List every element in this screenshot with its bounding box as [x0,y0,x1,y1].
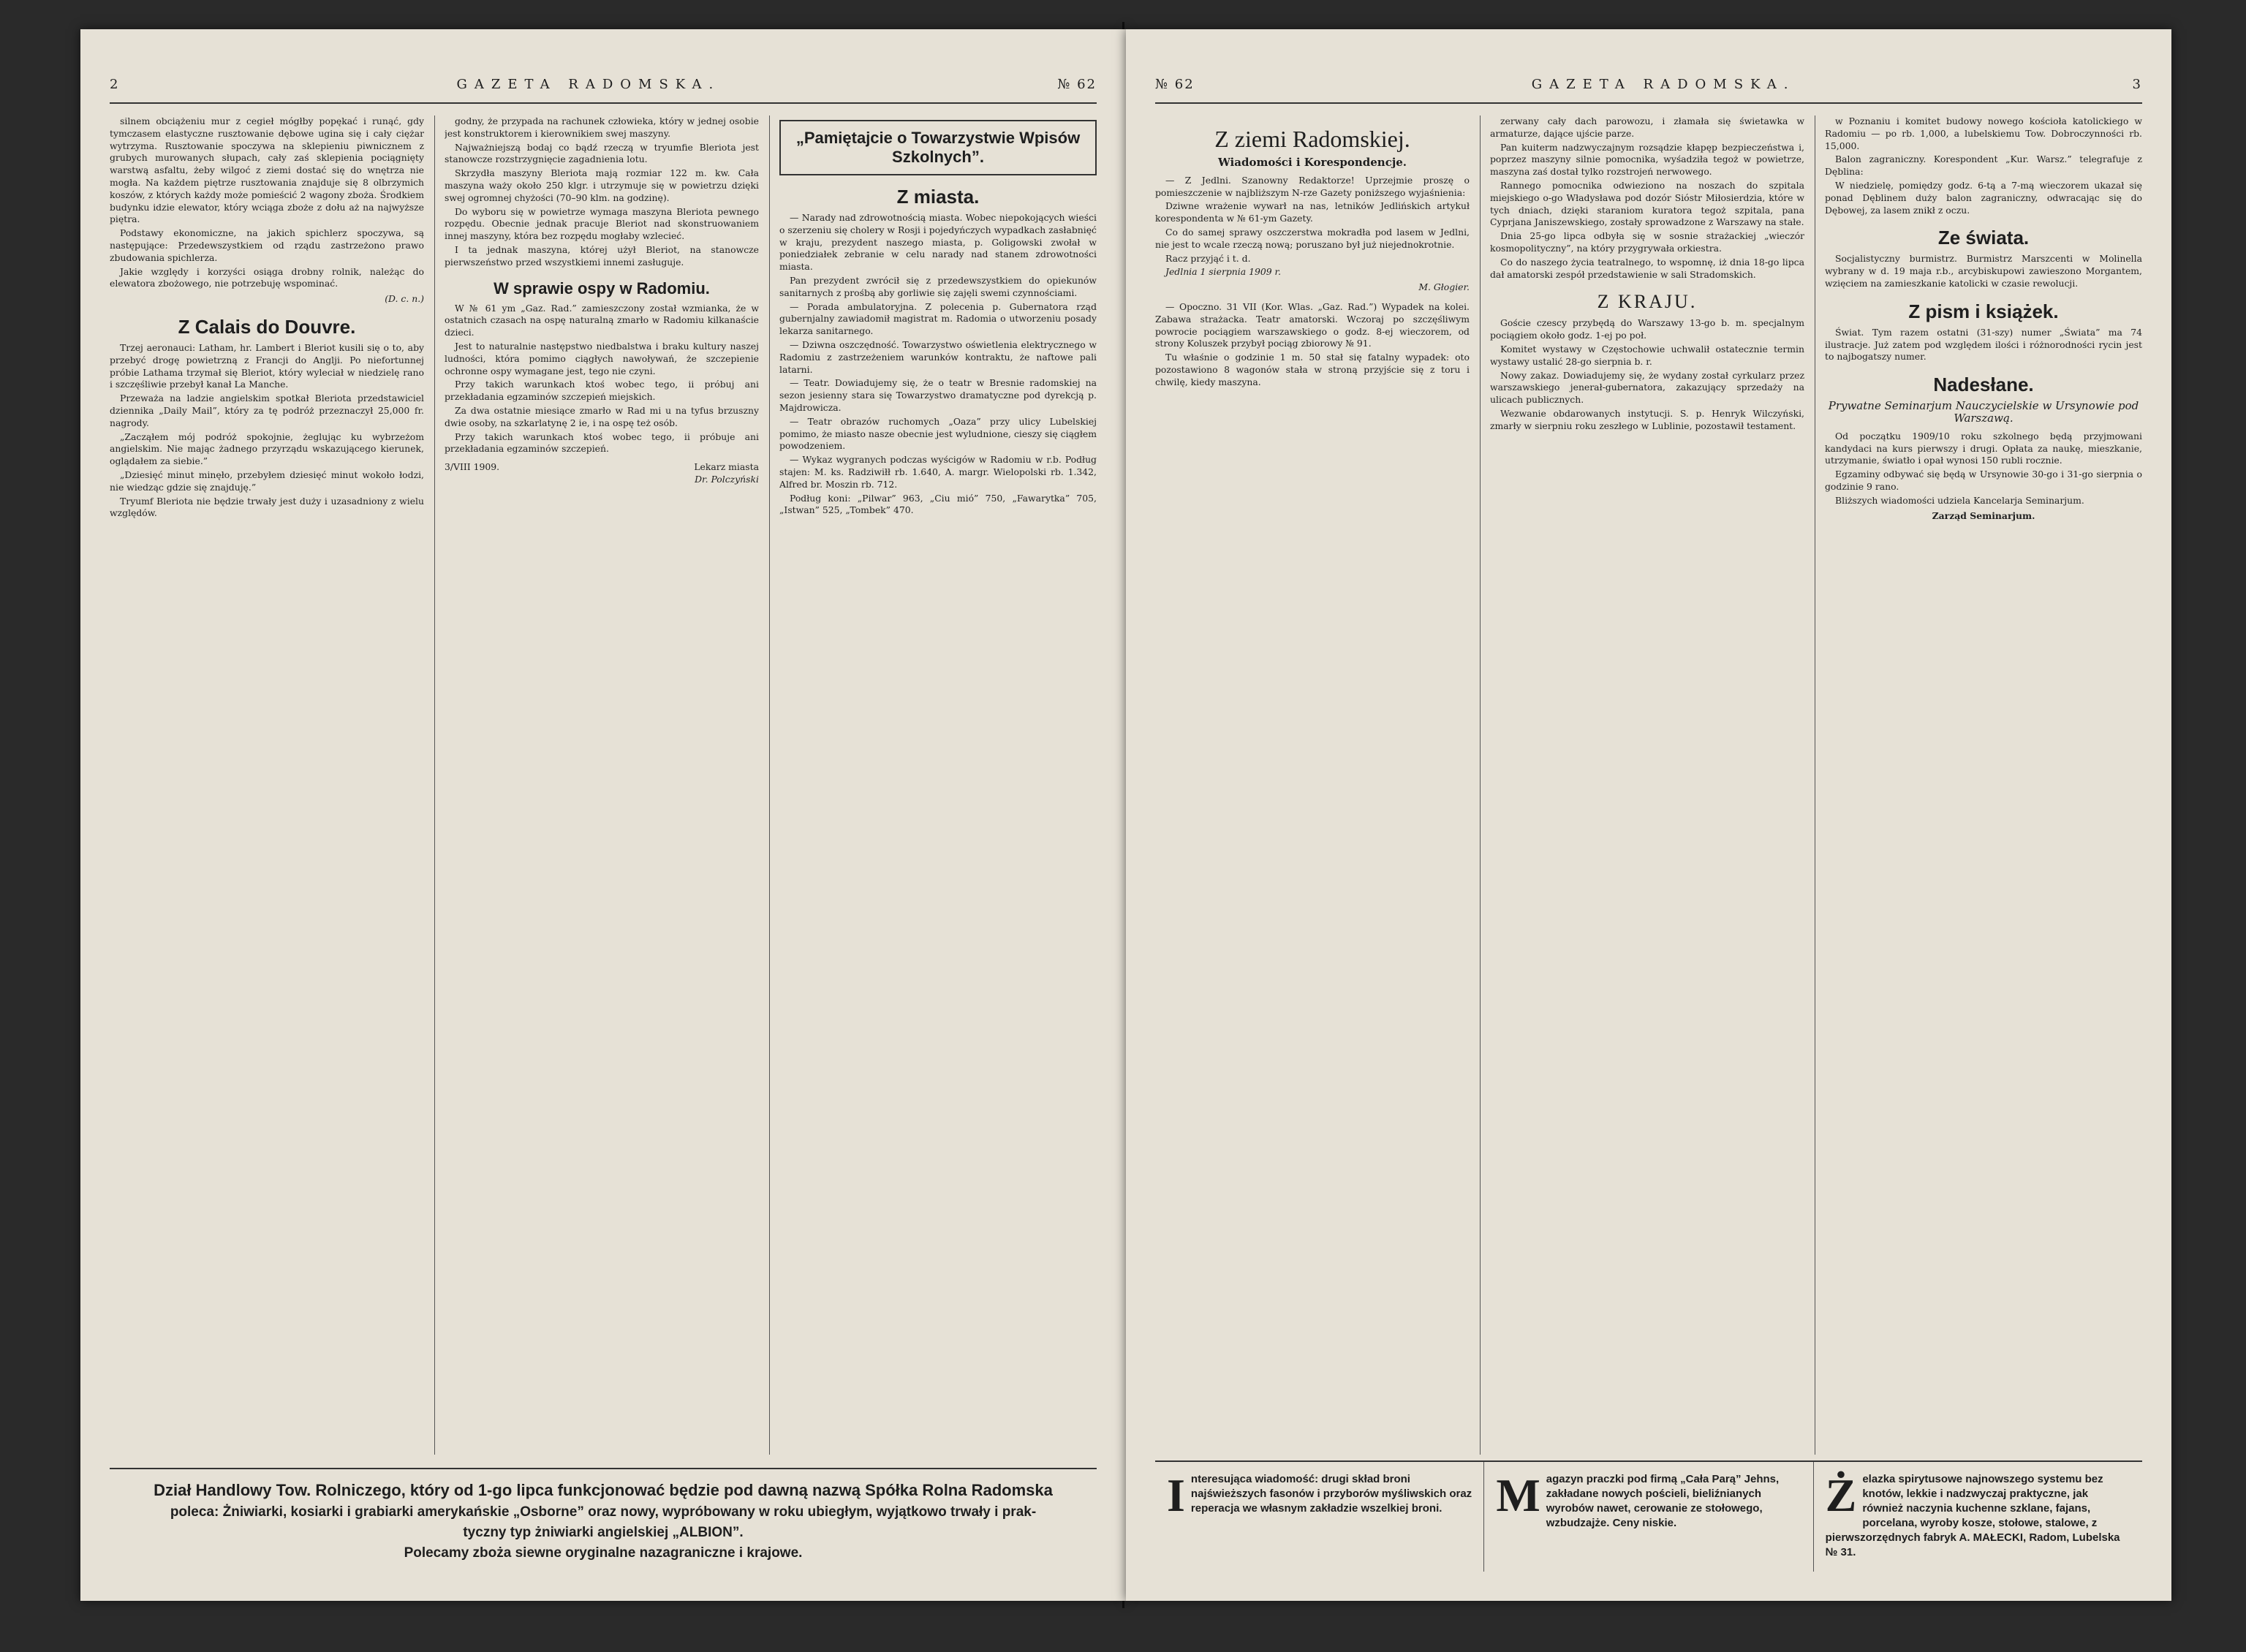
paragraph: Bliższych wiadomości udziela Kancelarja Seminarjum. [1835,494,2084,506]
ad-text: agazyn praczki pod firmą „Cała Parą” Jehns, zakładane nowych pościeli, bieliźnianych wyrobów nawet, cerowanie ze stołowego, wzbudzajże. Ceny niskie. [1546,1473,1780,1529]
ospa-footer [445,461,759,486]
left-masthead: GAZETA RADOMSKA. [456,76,721,92]
signature: M. Głogier. [1418,281,1470,293]
column-rule [769,115,770,1455]
ad-line: Dział Handlowy Tow. Rolniczego, który od 1-go lipca funkcjonować będzie pod dawną nazwą Spółka Rolna Radomska [154,1481,1053,1499]
right-issue-number: № 62 [1155,76,1195,92]
paragraph: Rannego pomocnika odwieziono na noszach do szpitala miejskiego o-go Władysława pod dozór Sióstr Miłosierdzia, które w tych dniach, dzięki staraniom kuratora tegoż szpitala, pana Cyprjana Janiszewskiego, zostały sprowadzone z Warszawy na stałe. [1490,179,1804,228]
left-page-number: 2 [110,76,120,92]
paragraph: Podług koni: „Pilwar” 963, „Ciu mió” 750, „Fawarytka” 705, „Istwan” 525, „Tombek” 470. [779,492,1097,516]
ad-line: tyczny typ żniwiarki angielskiej „ALBION”. [463,1525,744,1540]
paragraph: Do wyboru się w powietrze wymaga maszyna Bleriota pewnego rozpędu. Obecnie jednak pracuje Bleriot nad skonstruowaniem innej maszyny, która bez rozpędu mogłaby wzlecieć. [445,205,759,242]
nadeslane-title: Nadesłane. [1933,374,2034,396]
paragraph: Jest to naturalnie następstwo niedbalstwa i braku kultury naszej ludności, która pomimo ciągłych nawoływań, że szczepienie ochronne ospy wymagane jest, tego nie czyni. [445,340,759,376]
paragraph: Dnia 25-go lipca odbyła się w sosnie strażackiej „wieczór kosmopolityczny”, na który przygrywała orkiestra. [1490,230,1804,254]
paragraph: Tryumf Bleriota nie będzie trwały jest duży i uzasadniony z wielu względów. [110,495,424,519]
paragraph: w Poznaniu i komitet budowy nowego kościoła katolickiego w Radomiu — po rb. 1,000, a lubelskiemu Tow. Dobroczynności rb. 15,000. [1825,115,2142,151]
ad-text: nteresująca wiadomość: drugi skład broni najświeższych fasonów i przyborów myśliwskich oraz reperacja we własnym zakładzie wszelkiej broni. [1190,1473,1472,1515]
paragraph: Za dwa ostatnie miesiące zmarło w Rad mi u na tyfus brzuszny dwie osoby, na szkarlatynę 2 ie, i na ospę też osób. [445,404,759,428]
miasta-title: Z miasta. [896,186,980,208]
z-kraju-title: Z KRAJU. [1597,291,1698,313]
paragraph: — Teatr obrazów ruchomych „Oaza” przy ulicy Lubelskiej pomimo, że miasto nasze obecnie jest wyludnione, cieszy się ciągłem powodzeniem. [779,415,1097,452]
ospa-sig-name: Dr. Polczyński [695,473,759,485]
paragraph: Komitet wystawy w Częstochowie uchwalił ostatecznie termin wystawy ustalić 28-go sierpnia b. r. [1490,343,1804,367]
right-advertisements [1155,1460,2142,1572]
calais-title: Z Calais do Douvre. [178,315,356,338]
tws-box-title: „Pamiętajcie o Towarzystwie Wpisów Szkolnych”. [795,129,1081,166]
paragraph: Podstawy ekonomiczne, na jakich spichlerz spoczywa, są następujące: Przedewszystkiem od rządu zastrzeżono prawo zbudowania spichlerza. [110,227,424,263]
paragraph: Egzaminy odbywać się będą w Ursynowie 30-go i 31-go sierpnia o godzinie 9 rano. [1825,469,2142,492]
nadeslane-signature: Zarząd Seminarjum. [1932,509,2035,521]
tws-box [779,120,1097,175]
left-column-1 [110,115,424,1455]
paragraph: zerwany cały dach parowozu, i złamała się świetawka w armaturze, dające ujście parze. [1490,115,1804,139]
paragraph: W niedzielę, pomiędzy godz. 6-tą a 7-mą wieczorem ukazał się ponad Dęblinem duży balon zagraniczny, odwracając się do Dębowej, za lasem znikł z oczu. [1825,179,2142,216]
z-pism-title: Z pism i książek. [1908,300,2059,322]
right-column-3 [1825,115,2142,1455]
paragraph: Trzej aeronauci: Latham, hr. Lambert i Bleriot kusili się o to, aby przebyć drogę powietrzną z Francji do Anglji. Po niefortunnej próbie Lathama trzymał się Bleriot, który wyleciał w niedzielę rano i szczęśliwie przebył kanał La Manche. [110,341,424,390]
paragraph: Racz przyjąć i t. d. [1165,252,1251,264]
ad-zelazka [1814,1462,2142,1572]
paragraph: — Porada ambulatoryjna. Z polecenia p. Gubernatora rząd gubernjalny zawiadomił magistrat m. Radomia o utworzeniu posady lekarza sanitarnego. [779,300,1097,337]
ad-line: poleca: Żniwiarki, kosiarki i grabiarki amerykańskie „Osborne” oraz nowy, wypróbowany w roku ubiegłym, wyjątkowo trwały i prak- [170,1504,1037,1520]
paragraph: — Opoczno. 31 VII (Kor. Wlas. „Gaz. Rad.”) Wypadek na kolei. Zabawa strażacka. Teatr amatorski. Wczoraj po szczęśliwym powrocie pociągiem warszawskiego o godz. 8-ej wieczorem, od strony Koluszek przybył pociąg zbiorowy № 91. [1155,300,1470,349]
paragraph: Nowy zakaz. Dowiadujemy się, że wydany został cyrkularz przez warszawskiego jenerał-gubernatora, zakazujący sprzedaży na ulicach publicznych. [1490,369,1804,406]
ad-line: Polecamy zboża siewne oryginalne nazagraniczne i krajowe. [404,1545,803,1561]
ospa-title: W sprawie ospy w Radomiu. [494,279,710,298]
right-running-header [1155,73,2142,95]
paragraph: Balon zagraniczny. Korespondent „Kur. Warsz.” telegrafuje z Dęblina: [1825,154,2142,178]
paragraph: Socjalistyczny burmistrz. Burmistrz Marszcenti w Molinella wybrany w d. 19 maja r.b., arcybiskupowi zawieszono Morgantem, wzięciem na zamieszkanie katolicki w czasie rewolucji. [1825,253,2142,289]
paragraph: silnem obciążeniu mur z cegieł mógłby popękać i runąć, gdy tymczasem elastyczne rusztowanie dębowe ugina się i cały ciężar wytrzyma. Rusztowanie spoczywa na sklepieniu piwnicznem z grubych murowanych słupach, cały zaś sklepienia pociągnięty warstwą asfaltu, żeby wilgoć z ziemi dostać się do wnętrza nie mogła. Na każdem piętrze rusztowania znajduje się 8 olbrzymich koszów, z których każdy może pomieścić 2 wagony zboża. Środkiem budynku idzie elewator, który wciąga zboże z dołu aż na najwyższe piętra. [110,115,424,225]
paragraph: Świat. Tym razem ostatni (31-szy) numer „Świata” ma 74 ilustracje. Już zatem pod względem ilości i różnorodności rycin jest to najbogatszy numer. [1825,326,2142,363]
paragraph: Od początku 1909/10 roku szkolnego będą przyjmowani kandydaci na kurs pierwszy i drugi. Opłata za naukę, mieszkanie, utrzymanie, światło i opał wynosi 150 rubli rocznie. [1825,430,2142,466]
paragraph: Co do naszego życia teatralnego, to wspomnę, iż dnia 18-go lipca dał amatorski zespół przedstawienie w sali Stradomskich. [1490,256,1804,280]
right-masthead: GAZETA RADOMSKA. [1531,76,1796,92]
paragraph: Goście czescy przybędą do Warszawy 13-go b. m. specjalnym pociągiem około godz. 1-ej po poł. [1490,317,1804,341]
paragraph: Przy takich warunkach ktoś wobec tego, ii próbuj ani przekładania egzaminów szczepień miejskich. [445,379,759,403]
ad-initial: M [1496,1469,1540,1521]
ad-initial: Ż [1825,1469,1857,1521]
paragraph: Przy takich warunkach ktoś wobec tego, ii próbuje ani przekładania egzaminów szczepień. [445,431,759,455]
right-page [1126,29,2171,1601]
ad-text: elazka spirytusowe najnowszego systemu bez knotów, lekkie i nadzwyczaj praktyczne, jak również naczynia kuchenne szklane, fajans, porcelana, wyroby kosze, stołowe, stalowe, z pierwszorzędnych fabryk A. MAŁECKI, Radom, Lubelska № 31. [1825,1473,2120,1558]
left-column-3 [779,115,1097,1455]
paragraph: Pan prezydent zwrócił się z przedewszystkiem do opiekunów sanitarnych z prośbą aby gorliwie się zajęli swemi czynnościami. [779,274,1097,298]
paragraph: Skrzydła maszyny Bleriota mają rozmiar 122 m. kw. Cała maszyna waży około 250 klgr. i utrzymuje się w powietrzu dzięki swej ogromnej chyżości (70–90 klm. na godzinę). [445,167,759,203]
nadeslane-subtitle: Prywatne Seminarjum Nauczycielskie w Ursynowie pod Warszawą. [1828,399,2139,425]
paragraph: Wezwanie obdarowanych instytucji. S. p. Henryk Wilczyński, zmarły w sierpniu roku zeszłego w Lublinie, pozostawił testament. [1490,407,1804,431]
paragraph: Tu właśnie o godzinie 1 m. 50 stał się fatalny wypadek: oto pozostawiono 8 wagonów stała w stroną przyjście się z toru i chwilę, kiedy maszyna. [1155,352,1470,387]
left-header-rule [110,102,1097,104]
ad-bron [1155,1462,1484,1572]
paragraph: — Z Jedlni. Szanowny Redaktorze! Uprzejmie proszę o pomieszczenie w najbliższym N-rze Gazety poniższego wyjaśnienia: [1155,174,1470,198]
ospa-signature [694,461,759,486]
column-rule [434,115,435,1455]
paragraph: Co do samej sprawy oszczerstwa mokradła pod lasem w Jedlni, nie jest to wcale rzeczą nową; poruszano był już niejednokrotnie. [1155,226,1470,250]
advertisement-spolka-rolna [110,1468,1097,1572]
left-page [80,29,1126,1601]
paragraph: Najważniejszą bodaj co bądź rzeczą w tryumfie Bleriota jest stanowcze rozstrzygnięcie zagadnienia lotu. [445,141,759,165]
left-running-header [110,73,1097,95]
ad-initial: I [1167,1469,1185,1521]
ad-magazyn [1484,1462,1813,1572]
right-column-1 [1155,115,1470,1455]
right-page-number: 3 [2132,76,2142,92]
paragraph: — Dziwna oszczędność. Towarzystwo oświetlenia elektrycznego w Radomiu z zastrzeżeniem warunków kontraktu, że naftowe pali latarni. [779,338,1097,375]
ospa-sig-role: Lekarz miasta [694,461,759,473]
paragraph: — Teatr. Dowiadujemy się, że o teatr w Bresnie radomskiej na sezon jesienny stara się Towarzystwo dramatyczne pod dyrekcją p. Majdrowicza. [779,377,1097,413]
paragraph: „Dziesięć minut minęło, przebyłem dziesięć minut wokoło łodzi, nie wiedząc gdzie się znajduję.” [110,469,424,493]
left-column-2 [445,115,759,1455]
paragraph: „Zacząłem mój podróż spokojnie, żeglując ku wybrzeżom angielskim. Nie mając żadnego przyrządu wskazującego kierunek, oglądałem za siebie.” [110,431,424,467]
paragraph: Pan kuiterm nadzwyczajnym rozsądzie kłapęp bezpieczeństwa i, poprzez maszyny silnie pomocnika, wyśadziła tegoż w powietrze, maszyna zaś dostał tylko rozstrojeń nerwowego. [1490,141,1804,178]
paragraph: — Wykaz wygranych podczas wyścigów w Radomiu w r.b. Podług stajen: M. ks. Radziwiłł rb. 1.640, A. margr. Wielopolski rb. 1.342, Alfred br. Moszin rb. 712. [779,454,1097,490]
paragraph: I ta jednak maszyna, której użył Bleriot, na stanowcze pierwszeństwo przed wszystkiemi innemi zasługuje. [445,243,759,268]
left-issue-number: № 62 [1057,76,1097,92]
paragraph: Przeważa na ladzie angielskim spotkał Bleriota przedstawiciel dziennika „Daily Mail”, który za tę podróż przeznaczył 25,000 fr. nagrody. [110,393,424,428]
ze-swiata-title: Ze świata. [1937,227,2030,249]
paragraph: Jakie względy i korzyści osiąga drobny rolnik, należąc do elewatora zbożowego, nie potrzebuję wspominać. [110,265,424,289]
right-header-rule [1155,102,2142,104]
paragraph: — Narady nad zdrowotnością miasta. Wobec niepokojących wieści o szerzeniu się cholery w Rosji i pojedyńczych wypadkach zasłabnięć w kraju, prezydent naszego miasta, p. Goligowski zwołał w poniedziałek zebranie w celu narady nad stanem zdrowotności miasta. [779,212,1097,273]
paragraph: Jedlnia 1 sierpnia 1909 r. [1165,266,1282,278]
paragraph: W № 61 ym „Gaz. Rad.” zamieszczony został wzmianka, że w ostatnich czasach na ospę naturalną zmarło w Radomiu kilkanaście dzieci. [445,302,759,338]
ziemi-subtitle: Wiadomości i Korespondencje. [1217,156,1407,169]
paragraph: Dziwne wrażenie wywarł na nas, letników Jedlińskich artykuł korespondenta w № 61-ym Gazety. [1155,200,1470,224]
continuation-note: (D. c. n.) [385,293,424,305]
paragraph: godny, że przypada na rachunek człowieka, który w jednej osobie jest konstruktorem i kierownikiem swej maszyny. [445,115,759,139]
column-rule [1480,115,1481,1455]
ospa-date: 3/VIII 1909. [445,461,500,473]
ziemi-radomskiej-title: Z ziemi Radomskiej. [1214,126,1410,152]
right-column-2 [1490,115,1804,1455]
